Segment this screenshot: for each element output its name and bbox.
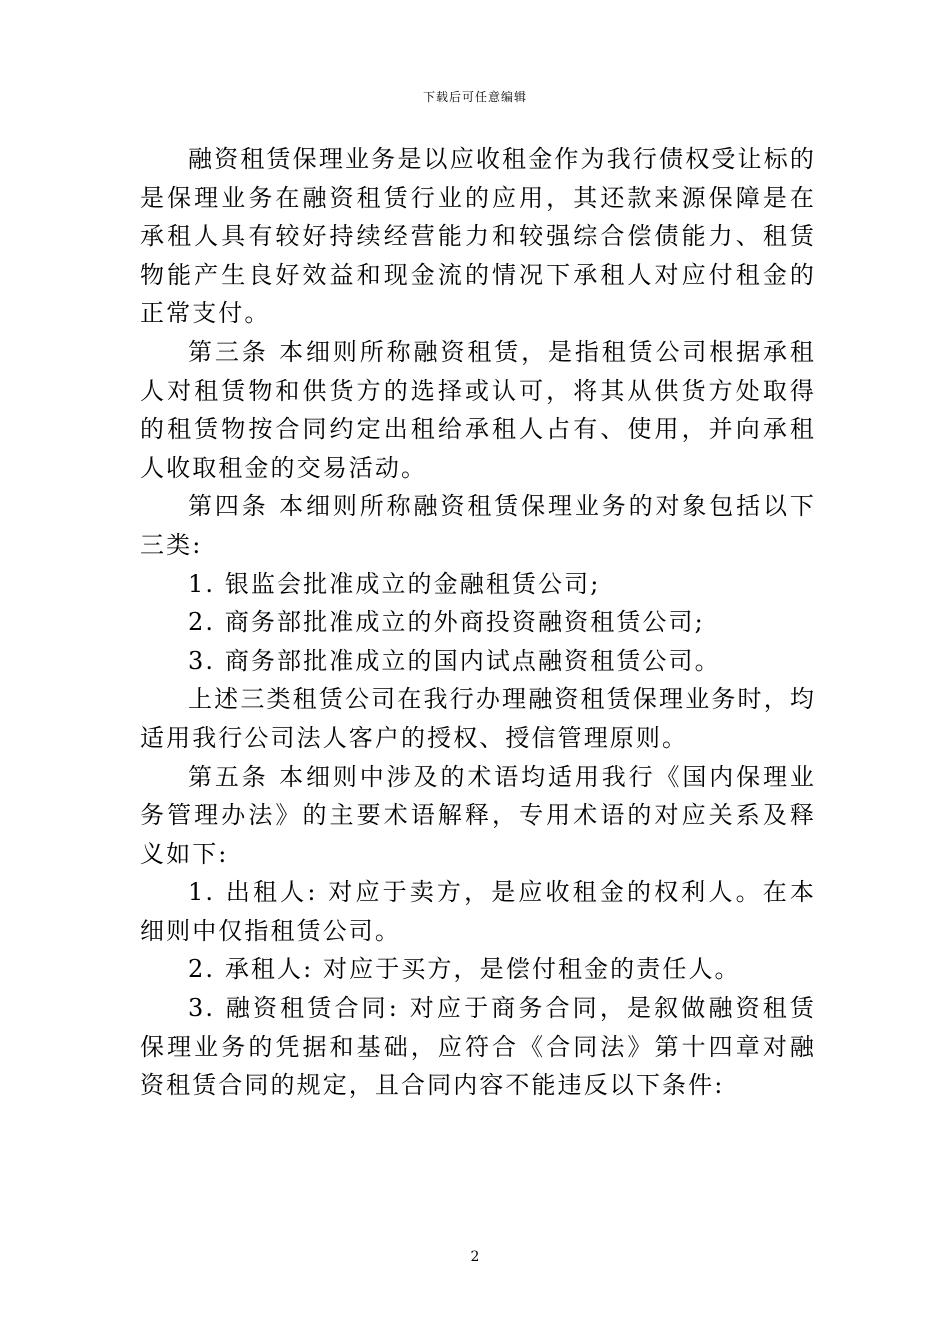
term-item-2: 2. 承租人: 对应于买方，是偿付租金的责任人。 xyxy=(188,955,741,984)
list-item-3: 3. 商务部批准成立的国内试点融资租赁公司。 xyxy=(188,646,721,675)
document-body xyxy=(140,140,816,1105)
paragraph-article-3: 第三条 本细则所称融资租赁，是指租赁公司根据承租人对租赁物和供货方的选择或认可，将其从供货方处取得的租赁物按合同约定出租给承租人占有、使用，并向承租人收取租金的交易活动。 xyxy=(140,337,816,482)
paragraph-article-4: 第四条 本细则所称融资租赁保理业务的对象包括以下三类: xyxy=(140,492,816,559)
page-number: 2 xyxy=(470,1249,480,1265)
paragraph-article-5: 第五条 本细则中涉及的术语均适用我行《国内保理业务管理办法》的主要术语解释，专用术语的对应关系及释义如下: xyxy=(140,762,816,868)
list-item-2: 2. 商务部批准成立的外商投资融资租赁公司; xyxy=(188,608,705,637)
list-item-1: 1. 银监会批准成立的金融租赁公司; xyxy=(188,569,601,598)
paragraph-applicability: 上述三类租赁公司在我行办理融资租赁保理业务时，均适用我行公司法人客户的授权、授信管理原则。 xyxy=(140,685,816,752)
paragraph-intro: 融资租赁保理业务是以应收租金作为我行债权受让标的是保理业务在融资租赁行业的应用，其还款来源保障是在承租人具有较好持续经营能力和较强综合偿债能力、租赁物能产生良好效益和现金流的情况下承租人对应付租金的正常支付。 xyxy=(140,145,816,328)
term-item-1: 1. 出租人: 对应于卖方，是应收租金的权利人。在本细则中仅指租赁公司。 xyxy=(140,878,816,945)
page-header: 下载后可任意编辑 xyxy=(422,90,527,104)
term-item-3: 3. 融资租赁合同: 对应于商务合同，是叙做融资租赁保理业务的凭据和基础，应符合《合同法》第十四章对融资租赁合同的规定，且合同内容不能违反以下条件: xyxy=(140,994,816,1100)
